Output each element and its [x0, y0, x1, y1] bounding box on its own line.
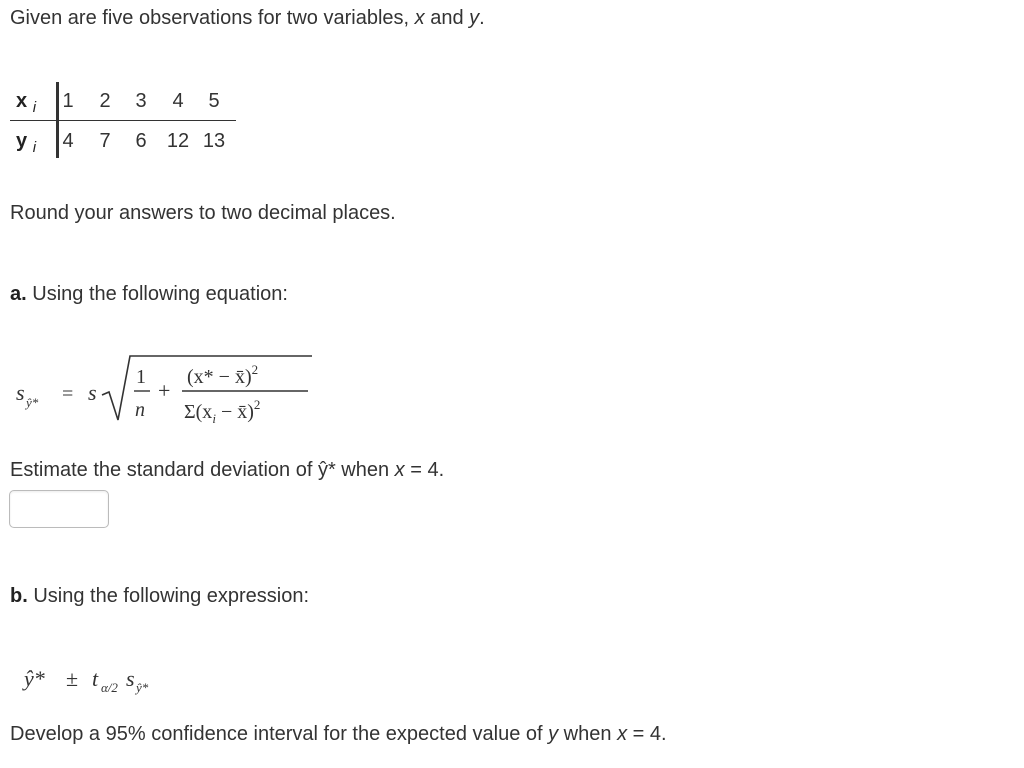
formula-plus: + — [158, 378, 171, 403]
expr-s: s — [126, 666, 135, 691]
part-a-instruction: Using the following equation: — [32, 283, 288, 305]
y-value-cell: 6 — [135, 130, 147, 152]
x-value-cell: 3 — [135, 90, 147, 112]
row-label-y — [16, 130, 36, 156]
part-a-question-var: x — [394, 459, 405, 481]
expr-plus-minus: ± — [66, 666, 79, 691]
y-value-cell: 7 — [99, 130, 111, 152]
part-a-question — [10, 459, 444, 482]
x-value-cell: 1 — [62, 90, 74, 112]
intro-var-x: x — [414, 7, 425, 29]
part-b-question-before: Develop a 95% confidence interval for the expected value of — [10, 723, 549, 745]
intro-before: Given are five observations for two variables, — [10, 7, 415, 29]
row-label-x-var: x — [16, 90, 28, 112]
row-label-x-sub: i — [32, 99, 37, 116]
expr-t-sub: α/2 — [101, 680, 118, 695]
y-value-cell: 13 — [202, 130, 226, 152]
table-horizontal-rule — [10, 120, 236, 121]
part-b-heading — [10, 585, 309, 608]
part-a-heading — [10, 283, 288, 306]
formula-equals: = — [62, 383, 74, 405]
row-label-y-var: y — [16, 130, 28, 152]
confidence-interval-expression — [20, 658, 200, 702]
part-b-question-var-y: y — [548, 723, 559, 745]
expr-yhat: ŷ* — [24, 666, 45, 691]
std-dev-formula — [12, 348, 322, 432]
part-a-question-after: = 4. — [404, 459, 445, 481]
part-b-question-var-x: x — [617, 723, 628, 745]
intro-middle: and — [424, 7, 470, 29]
std-dev-answer-input[interactable] — [9, 490, 109, 528]
formula-numerator: (x* − x̄)$^2$ — [187, 362, 259, 388]
part-a-letter: a. — [10, 283, 27, 305]
part-b-question-mid: when — [558, 723, 618, 745]
part-b-letter: b. — [10, 585, 28, 607]
round-instruction: Round your answers to two decimal places. — [10, 202, 396, 224]
part-b-question — [10, 723, 667, 746]
y-value-cell: 12 — [166, 130, 190, 152]
observations-table — [10, 82, 236, 158]
intro-text — [10, 7, 485, 30]
expr-s-sub: ŷ* — [136, 680, 149, 695]
intro-var-y: y — [469, 7, 480, 29]
part-b-question-after: = 4. — [627, 723, 667, 745]
x-value-cell: 5 — [208, 90, 220, 112]
formula-one: 1 — [136, 366, 146, 388]
formula-s: s — [88, 380, 97, 405]
row-label-y-sub: i — [32, 139, 37, 156]
intro-after: . — [479, 7, 485, 29]
part-b-instruction: Using the following expression: — [33, 585, 310, 607]
formula-s-lhs: s — [16, 380, 25, 405]
x-value-cell: 4 — [172, 90, 184, 112]
part-a-question-before: Estimate the standard deviation of ŷ* when — [10, 459, 395, 481]
formula-s-lhs-sub: ŷ* — [26, 395, 39, 410]
x-value-cell: 2 — [99, 90, 111, 112]
row-label-x — [16, 90, 36, 116]
y-value-cell: 4 — [62, 130, 74, 152]
formula-n: n — [135, 399, 145, 421]
formula-denominator: $\Sigma(x_i$ − x̄)$^2$ — [184, 397, 261, 426]
expr-t: t — [92, 666, 99, 691]
